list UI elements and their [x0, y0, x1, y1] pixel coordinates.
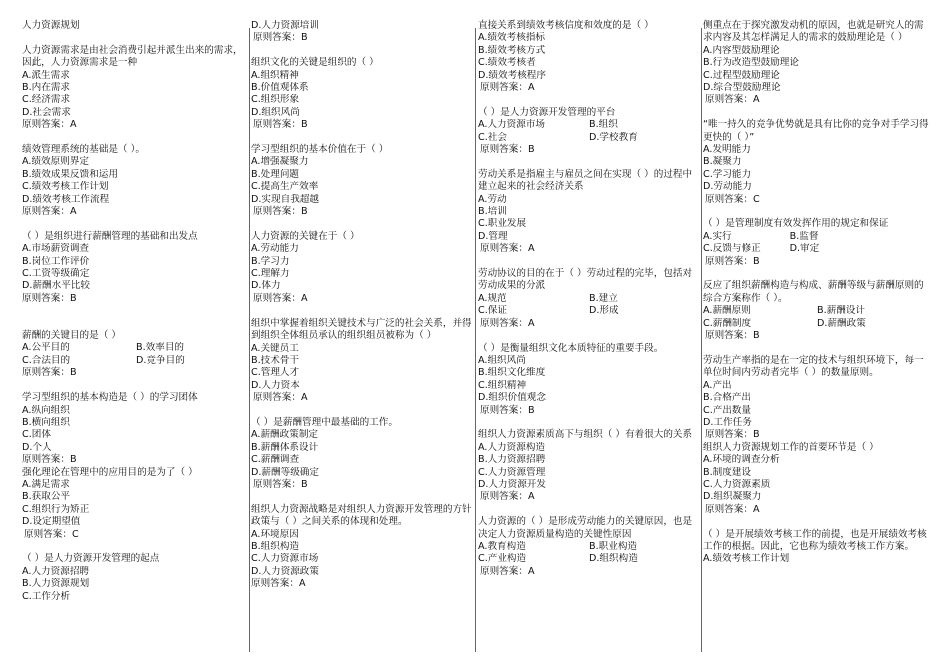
answer-option: B.组织构造 [251, 540, 300, 552]
standard-answer: 原则答案：B [705, 255, 760, 267]
answer-option: A.纵向组织 [22, 404, 70, 416]
answer-option: D.人力资本 [251, 379, 300, 391]
answer-option: B.合格产出 [703, 392, 752, 404]
question-text: （ ）是衡量组织文化本质特征的重要手段。 [478, 342, 664, 354]
answer-option: A.规范 [478, 292, 507, 304]
standard-answer: 原则答案：A [253, 392, 308, 404]
answer-option: A.劳动 [478, 193, 507, 205]
answer-option: C.绩效考核者 [478, 57, 536, 69]
answer-option: A.关键员工 [251, 342, 299, 354]
answer-option: A.满足需求 [22, 478, 70, 490]
spacer [22, 218, 250, 230]
question-text: 侧重点在于探究激发动机的原因，也就是研究人的需求内容及其怎样满足人的需求的鼓励理论是（ ） [703, 20, 924, 44]
standard-answer: 原则答案：B [480, 144, 535, 156]
answer-option: C.反馈与修正 [703, 243, 761, 255]
answer-option: D.体力 [251, 280, 281, 292]
question-text: 直接关系到绩效考核信度和效度的是（ ） [478, 20, 654, 31]
answer-option: C.人力资源管理 [478, 466, 546, 478]
column-1 [22, 20, 250, 603]
answer-option: B.学习力 [251, 255, 290, 267]
answer-option: C.产出数量 [703, 404, 752, 416]
answer-option: C.职业发展 [478, 218, 527, 230]
answer-option: A.产出 [703, 379, 732, 391]
answer-option: A.劳动能力 [251, 243, 299, 255]
standard-answer: 原则答案：C [705, 193, 760, 205]
answer-option: D.绩效考核工作流程 [22, 193, 110, 205]
spacer [478, 94, 700, 106]
answer-option: D.人力资源开发 [478, 478, 546, 490]
answer-option: B.培训 [478, 206, 507, 218]
answer-option: C.组织形象 [251, 94, 300, 106]
spacer [478, 504, 700, 516]
standard-answer: 原则答案：A [480, 243, 535, 255]
answer-option: B.薪酬设计 [817, 305, 866, 317]
column-2 [251, 20, 475, 591]
standard-answer: 原则答案：A [480, 491, 535, 503]
answer-option: A.环境原因 [251, 528, 299, 540]
answer-option: B.处理问题 [251, 168, 300, 180]
standard-answer: 原则答案：B [22, 292, 77, 304]
answer-option: A.增强凝聚力 [251, 156, 309, 168]
standard-answer: 原则答案：A [253, 292, 308, 304]
answer-option: B.薪酬体系设计 [251, 441, 319, 453]
answer-option: C.经济需求 [22, 94, 71, 106]
answer-option: B.组织文化维度 [478, 367, 546, 379]
question-text: 反应了组织薪酬构造与构成、薪酬等级与薪酬原则的综合方案称作（ ）。 [703, 280, 924, 304]
question-text: 薪酬的关键目的是（ ） [22, 330, 121, 342]
answer-option: A.组织精神 [251, 69, 299, 81]
standard-answer: 原则答案：A [705, 94, 760, 106]
standard-answer: 原则答案：B [705, 429, 760, 441]
question-text: 劳动关系是指雇主与雇员之间在实现（ ）的过程中建立起来的社会经济关系 [478, 168, 693, 193]
answer-option: D.人力资源政策 [251, 565, 319, 577]
answer-option: A.薪酬原则 [703, 305, 751, 317]
question-text: “唯一持久的竞争优势就是具有比你的竞争对手学习得更快的（ ）” [703, 119, 929, 143]
option-row [478, 119, 700, 131]
answer-option: B.效率目的 [136, 342, 185, 354]
answer-option: B.获取公平 [22, 491, 71, 503]
question-text: （ ）是人力资源开发管理的起点 [22, 553, 160, 565]
answer-option: C.工作分析 [22, 590, 71, 602]
answer-option: A.公平目的 [22, 342, 70, 354]
standard-answer: 原则答案：A [480, 317, 535, 329]
answer-option: C.管理人才 [251, 367, 300, 379]
answer-option: A.人力资源构造 [478, 441, 546, 453]
standard-answer: 原则答案：A [22, 119, 77, 131]
answer-option: D.管理 [478, 230, 508, 242]
answer-option: B.职业构造 [589, 540, 638, 552]
answer-option: B.价值观体系 [251, 82, 309, 94]
answer-option: B.技术骨干 [251, 354, 300, 366]
section-heading: 人力资源规划 [22, 20, 80, 31]
answer-option: B.监督 [789, 230, 819, 242]
answer-option: C.产业构造 [478, 553, 527, 565]
standard-answer: 原则答案：A [480, 565, 535, 577]
standard-answer: 原则答案：B [22, 454, 77, 466]
answer-option: D.薪酬水平比较 [22, 280, 90, 292]
option-row [703, 231, 931, 243]
question-text: 劳动协议的目的在于（ ）劳动过程的完毕，包括对劳动成果的分派 [478, 268, 693, 292]
standard-answer: 原则答案：A [705, 503, 760, 515]
standard-answer: 原则答案：A [251, 578, 306, 590]
question-text: 人力资源需求是由社会消费引起并派生出来的需求，因此，人力资源需求是一种 [22, 44, 243, 69]
standard-answer: 原则答案：A [480, 82, 535, 94]
answer-option: C.理解力 [251, 268, 290, 280]
spacer [703, 206, 931, 218]
answer-option: A.绩效考核工作计划 [703, 553, 790, 565]
answer-option: B.组织 [589, 119, 618, 131]
answer-option: D.社会需求 [22, 106, 71, 118]
answer-option: C.人力资源市场 [251, 553, 319, 565]
answer-option: A.市场薪资调查 [22, 243, 90, 255]
answer-option: B.绩效成果反馈和运用 [22, 168, 118, 180]
spacer [251, 491, 475, 503]
answer-option: C.学习能力 [703, 168, 752, 180]
answer-option: B.制度建设 [703, 466, 752, 478]
answer-option: B.绩效考核方式 [478, 44, 546, 56]
answer-option: A.派生需求 [22, 69, 70, 81]
answer-option: D.薪酬等级确定 [251, 466, 319, 478]
spacer [478, 156, 700, 168]
answer-option: D.薪酬政策 [817, 317, 866, 329]
column-3 [478, 20, 700, 578]
answer-option: B.内在需求 [22, 82, 71, 94]
standard-answer: 原则答案：B [22, 367, 77, 379]
spacer [703, 107, 931, 119]
answer-option: A.人力资源招聘 [22, 565, 90, 577]
answer-option: C.绩效考核工作计划 [22, 181, 109, 193]
column-divider [475, 28, 476, 652]
column-4 [703, 20, 931, 566]
answer-option: D.实现自我超越 [251, 193, 319, 205]
question-text: 强化理论在管理中的应用目的是为了（ ） [22, 466, 198, 478]
standard-answer: 原则答案：B [253, 32, 308, 44]
spacer [703, 268, 931, 280]
spacer [703, 516, 931, 528]
standard-answer: 原则答案：B [253, 206, 308, 218]
option-row [478, 305, 700, 317]
option-row [478, 541, 700, 553]
answer-option: B.岗位工作评价 [22, 255, 90, 267]
answer-option: C.组织行为矫正 [22, 503, 90, 515]
standard-answer: 原则答案：B [480, 404, 535, 416]
option-row [703, 243, 931, 255]
answer-option: B.人力资源规划 [22, 578, 90, 590]
answer-option: C.合法目的 [22, 354, 71, 366]
answer-option: D.劳动能力 [703, 181, 752, 193]
question-text: 组织中掌握着组织关键技术与广泛的社会关系，并得到组织全体组员承认的组织组员被称为（ ） [251, 317, 472, 342]
answer-option: D.组织风尚 [251, 106, 300, 118]
question-text: 组织人力资源战略是对组织人力资源开发管理的方针政策与（ ）之间关系的体现和处理。 [251, 503, 472, 528]
spacer [478, 330, 700, 342]
question-text: 劳动生产率指的是在一定的技术与组织环境下，每一单位时间内劳动者完毕（ ）的数量原则。 [703, 354, 924, 379]
answer-option: C.团体 [22, 429, 51, 441]
spacer [22, 541, 250, 553]
spacer [22, 380, 250, 392]
column-divider [701, 28, 702, 652]
answer-option: C.薪酬调查 [251, 454, 300, 466]
question-text: 组织人力资源规划工作的首要环节是（ ） [703, 441, 879, 453]
answer-option: D.综合型鼓励理论 [703, 82, 781, 94]
answer-option: C.社会 [478, 131, 507, 143]
answer-option: D.个人 [22, 441, 52, 453]
option-row [703, 305, 931, 317]
spacer [22, 132, 250, 144]
answer-option: A.组织风尚 [478, 354, 526, 366]
spacer [703, 343, 931, 355]
option-row [478, 132, 700, 144]
answer-option: B.凝聚力 [703, 156, 742, 168]
answer-option: D.组织构造 [589, 553, 638, 565]
answer-option: C.过程型鼓励理论 [703, 69, 780, 81]
answer-option: A.薪酬政策制定 [251, 429, 319, 441]
answer-option: A.人力资源市场 [478, 119, 546, 131]
standard-answer: 原则答案：B [253, 119, 308, 131]
answer-option: D.工作任务 [703, 416, 752, 428]
question-text: 人力资源的（ ）是形成劳动能力的关键原因，也是决定人力资源质量构造的关键性原因 [478, 516, 693, 540]
spacer [251, 45, 475, 57]
question-text: 组织文化的关键是组织的（ ） [251, 57, 379, 69]
question-text: 绩效管理系统的基础是（ ）。 [22, 144, 145, 156]
option-row [22, 355, 250, 367]
question-text: （ ）是薪酬管理中最基础的工作。 [251, 416, 398, 428]
standard-answer: 原则答案：B [705, 330, 760, 342]
spacer [22, 318, 250, 330]
answer-option: C.薪酬制度 [703, 317, 752, 329]
answer-option: D.绩效考核程序 [478, 69, 546, 81]
standard-answer: 原则答案：A [22, 206, 77, 218]
spacer [251, 132, 475, 144]
answer-option: D.形成 [589, 305, 619, 317]
answer-option: C.工资等级确定 [22, 268, 90, 280]
answer-option: A.绩效原则界定 [22, 156, 90, 168]
answer-option: C.人力资源素质 [703, 478, 771, 490]
spacer [251, 305, 475, 317]
answer-option: D.学校教育 [589, 131, 638, 143]
option-row [703, 318, 931, 330]
answer-option: C.提高生产效率 [251, 181, 319, 193]
answer-option: D.审定 [789, 243, 820, 255]
spacer [251, 218, 475, 230]
question-text: 学习型组织的基本价值在于（ ） [251, 144, 389, 156]
spacer [478, 256, 700, 268]
question-text: 组织人力资源素质高下与组织（ ）有着很大的关系 [478, 429, 693, 441]
answer-option: B.人力资源招聘 [478, 454, 546, 466]
answer-option: D.组织价值观念 [478, 392, 546, 404]
question-text: （ ）是人力资源开发管理的平台 [478, 106, 616, 118]
question-text: 学习型组织的基本构造是（ ）的学习团体 [22, 392, 198, 404]
answer-option: A.教育构造 [478, 540, 526, 552]
spacer [22, 32, 250, 44]
answer-option: B.横向组织 [22, 416, 71, 428]
question-text: 人力资源的关键在于（ ） [251, 230, 360, 242]
standard-answer: 原则答案：B [253, 478, 308, 490]
answer-option: A.绩效考核指标 [478, 32, 546, 44]
option-row [478, 293, 700, 305]
option-row [22, 342, 250, 354]
answer-option: B.行为改造型鼓励理论 [703, 57, 799, 69]
answer-option: B.建立 [589, 292, 618, 304]
answer-option: A.实行 [703, 230, 732, 242]
answer-option: D.人力资源培训 [251, 20, 319, 31]
question-text: （ ）是开展绩效考核工作的前提，也是开展绩效考核工作的根据。因此，它也称为绩效考核工作方案。 [703, 528, 927, 552]
spacer [22, 305, 250, 317]
question-text: （ ）是组织进行薪酬管理的基础和出发点 [22, 230, 198, 242]
spacer [251, 405, 475, 417]
spacer [478, 417, 700, 429]
answer-option: D.组织凝聚力 [703, 491, 762, 503]
answer-option: A.环境的调查分析 [703, 454, 780, 466]
answer-option: D.设定期望值 [22, 516, 81, 528]
standard-answer: 原则答案：C [24, 528, 79, 540]
answer-option: A.内容型鼓励理论 [703, 44, 780, 56]
option-row [478, 553, 700, 565]
question-text: （ ）是管理制度有效发挥作用的规定和保证 [703, 218, 889, 230]
answer-option: D.竞争目的 [136, 354, 185, 366]
answer-option: C.组织精神 [478, 379, 527, 391]
answer-option: C.保证 [478, 305, 507, 317]
answer-option: A.发明能力 [703, 144, 751, 156]
